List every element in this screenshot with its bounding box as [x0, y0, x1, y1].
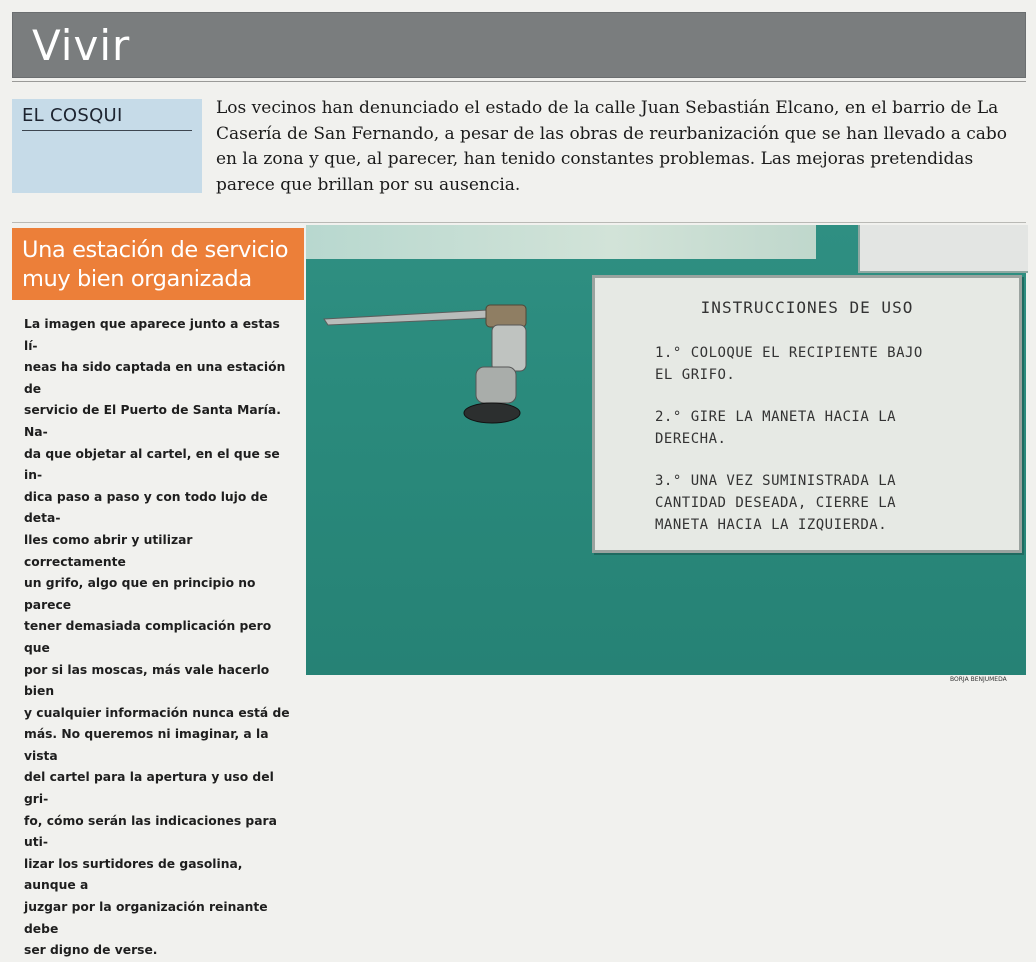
photo-corner-panel [858, 225, 1028, 273]
body-line: tener demasiada complicación pero que [24, 619, 272, 655]
article-body [24, 314, 296, 962]
sign-step [655, 342, 975, 386]
body-line: juzgar por la organización reinante debe [24, 900, 268, 936]
body-line: un grifo, algo que en principio no parece [24, 576, 256, 612]
headline-box [12, 228, 304, 300]
body-line: La imagen que aparece junto a estas lí- [24, 317, 280, 353]
body-line: del cartel para la apertura y uso del gri- [24, 770, 274, 807]
article-separator [12, 222, 1026, 223]
header-rule [12, 81, 1026, 82]
body-line: lizar los surtidores de gasolina, aunque a [24, 856, 243, 893]
faucet-icon [316, 295, 556, 445]
body-line: fo, cómo serán las indicaciones para uti- [24, 813, 277, 850]
headline [22, 236, 302, 294]
body-line: ser digno de verse. [24, 943, 158, 958]
body-line: dica paso a paso y con todo lujo de deta- [24, 489, 268, 526]
section-title: Vivir [32, 21, 131, 70]
body-line: más. No queremos ni imaginar, a la vista [24, 727, 269, 763]
photo-background-strip [306, 225, 816, 259]
sign-step [655, 470, 975, 536]
body-line: da que objetar al cartel, en el que se in- [24, 446, 280, 483]
body-line: lles como abrir y utilizar correctamente [24, 532, 193, 569]
photo-credit: BORJA BENJUMEDA [950, 676, 1007, 683]
headline-line: Una estación de servicio [22, 237, 289, 263]
body-line: servicio de El Puerto de Santa María. Na- [24, 403, 281, 439]
sign-step-line: MANETA HACIA LA IZQUIERDA. [655, 517, 888, 533]
section-header-band [12, 12, 1026, 78]
column-label-box [12, 99, 202, 193]
headline-line: muy bien organizada [22, 266, 252, 292]
column-label-rule [22, 130, 192, 131]
body-line: por si las moscas, más vale hacerlo bien [24, 662, 270, 699]
column-label: EL COSQUI [22, 105, 123, 126]
sign-step [655, 406, 975, 450]
sign-step-line: 1.° COLOQUE EL RECIPIENTE BAJO [655, 345, 923, 361]
article-photo [306, 225, 1026, 675]
body-line: neas ha sido captada en una estación de [24, 360, 286, 396]
body-line: y cualquier información nunca está de [24, 705, 290, 720]
sign-step-line: CANTIDAD DESEADA, CIERRE LA [655, 495, 897, 511]
lead-paragraph: Los vecinos han denunciado el estado de la calle Juan Sebastián Elcano, en el barrio de La Casería de San Fernando, a pesar de las obras de reurbanización que se han llevado a cabo en la zona y que, al parecer, han tenido constantes problemas. Las mejoras pretendidas parece que brillan por su ausencia. [216, 98, 1008, 195]
sign-step-line: 2.° GIRE LA MANETA HACIA LA [655, 409, 897, 425]
sign-title: INSTRUCCIONES DE USO [700, 298, 914, 317]
sign-step-line: 3.° UNA VEZ SUMINISTRADA LA [655, 473, 897, 489]
sign-step-line: DERECHA. [655, 431, 727, 447]
instructions-sign [592, 275, 1022, 553]
sign-step-line: EL GRIFO. [655, 367, 736, 383]
